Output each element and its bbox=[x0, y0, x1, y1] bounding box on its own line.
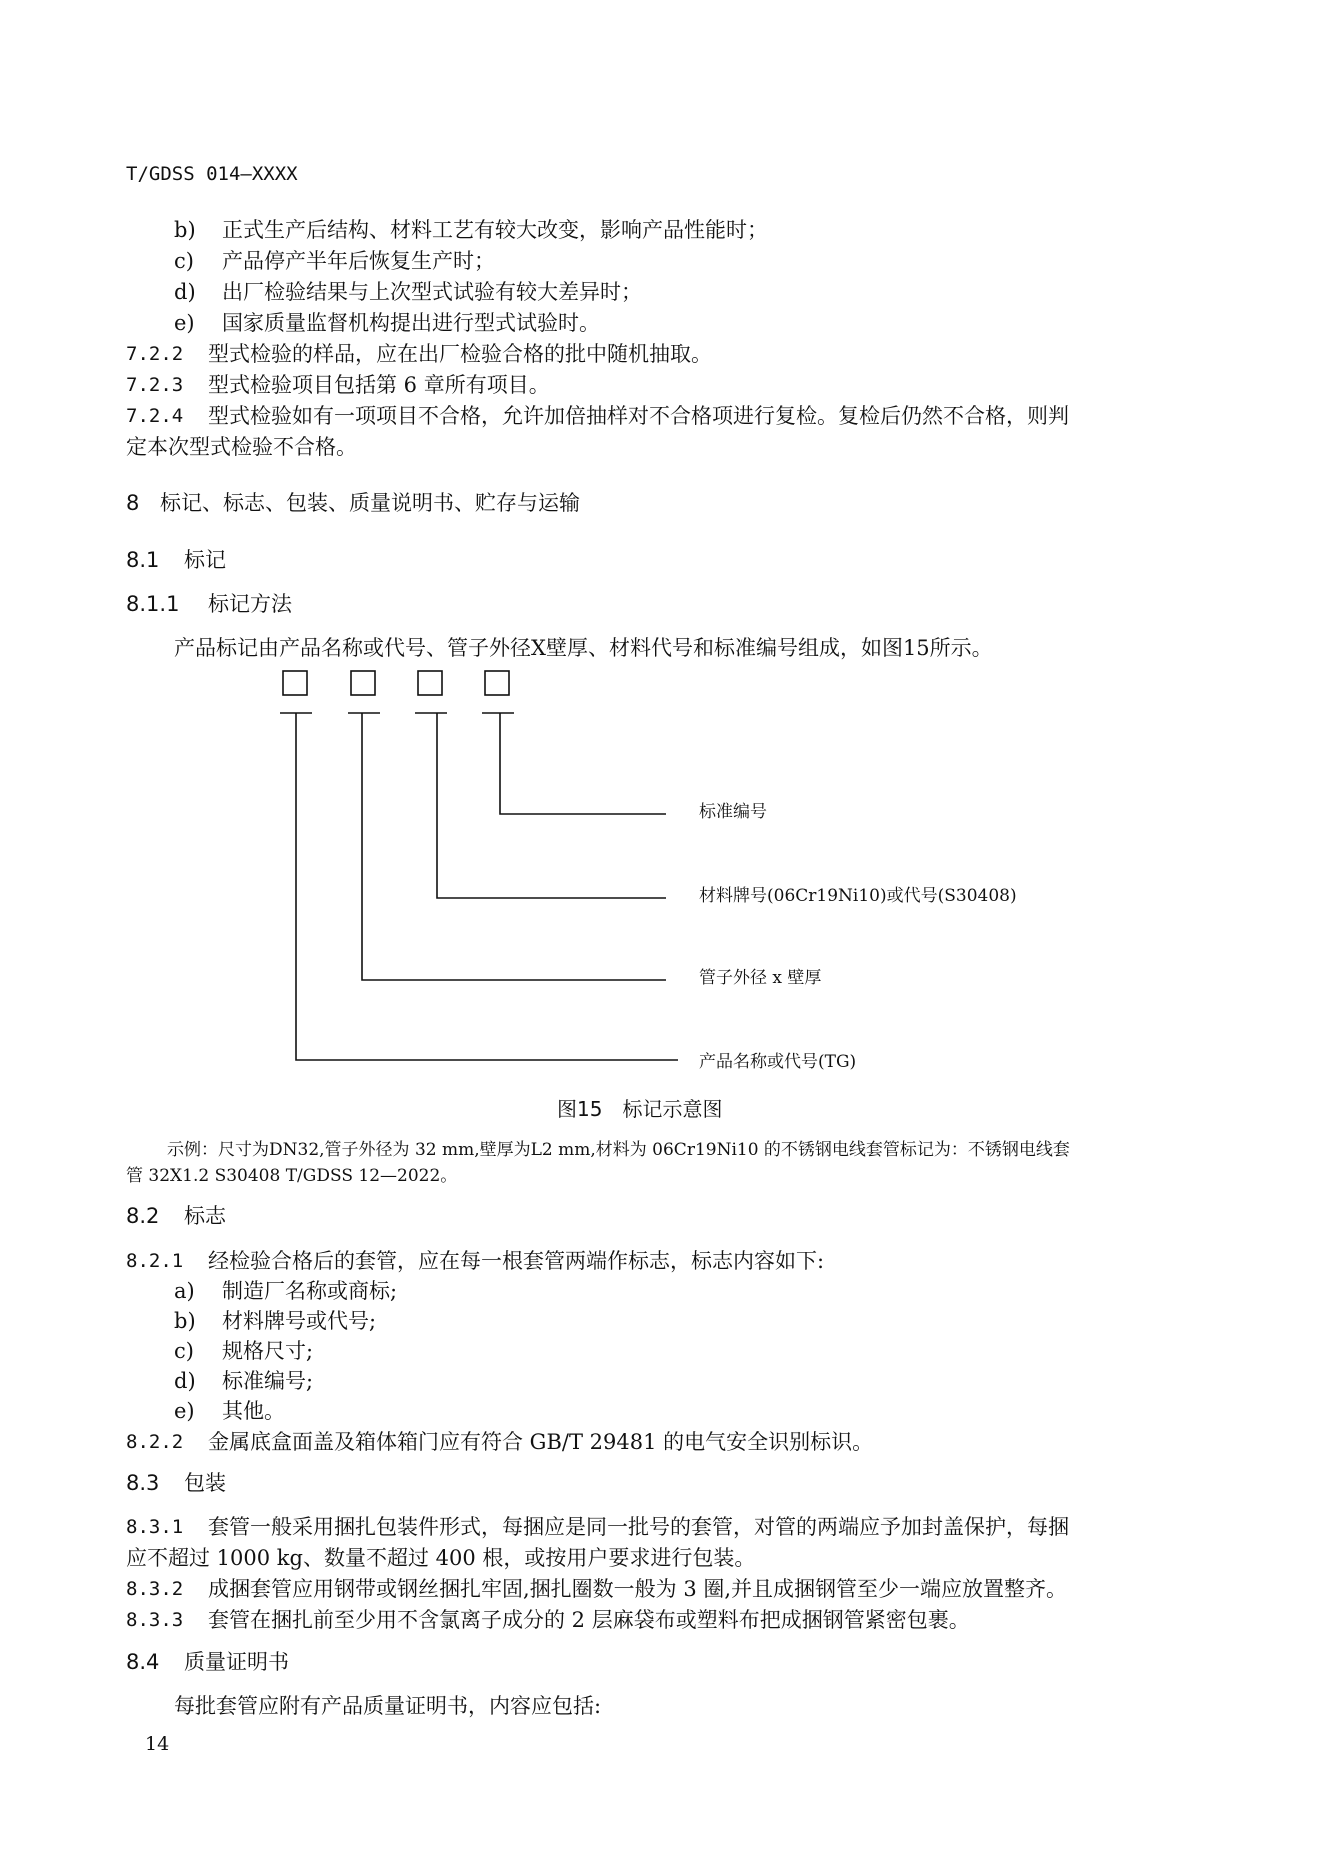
box-product-name bbox=[283, 671, 307, 695]
example-text: 示例：尺寸为DN32,管子外径为 32 mm,壁厚为L2 mm,材料为 06Cr19Ni10 的不锈钢电线套管标记为：不锈钢电线套 bbox=[167, 1140, 1070, 1160]
figure-title: 标记示意图 bbox=[622, 1097, 723, 1121]
clause-number: 7.2.4 bbox=[126, 405, 184, 427]
clause-number: 8.3.3 bbox=[126, 1609, 184, 1631]
list-item-text: 规格尺寸; bbox=[222, 1339, 314, 1363]
doc-code-header: T/GDSS 014—XXXX bbox=[126, 163, 298, 185]
list-item-text: 材料牌号或代号; bbox=[222, 1309, 377, 1333]
figure-caption bbox=[557, 1093, 722, 1122]
clause-number: 8.2.2 bbox=[126, 1431, 184, 1453]
paragraph: 产品标记由产品名称或代号、管子外径X壁厚、材料代号和标准编号组成，如图15所示。 bbox=[174, 636, 993, 660]
list-item-text: 产品停产半年后恢复生产时； bbox=[222, 249, 495, 273]
section-heading: 标记 bbox=[184, 548, 226, 572]
box-material bbox=[418, 671, 442, 695]
leader-name bbox=[296, 713, 678, 1060]
clause-text-continued: 应不超过 1000 kg、数量不超过 400 根，或按用户要求进行包装。 bbox=[126, 1546, 756, 1570]
clause-text: 套管一般采用捆扎包装件形式，每捆应是同一批号的套管，对管的两端应予加封盖保护，每捆 bbox=[208, 1515, 1069, 1539]
list-marker: e) bbox=[174, 1399, 195, 1423]
section-heading: 标记方法 bbox=[208, 592, 292, 616]
section-heading: 标志 bbox=[184, 1204, 226, 1228]
clause-text: 型式检验项目包括第 6 章所有项目。 bbox=[208, 373, 550, 397]
section-number: 8 bbox=[126, 491, 140, 515]
list-marker: d) bbox=[174, 280, 196, 304]
list-marker: c) bbox=[174, 1339, 194, 1363]
clause-number: 8.3.2 bbox=[126, 1578, 184, 1600]
leader-size bbox=[362, 713, 666, 980]
section-number: 8.3 bbox=[126, 1471, 160, 1495]
clause-text: 套管在捆扎前至少用不含氯离子成分的 2 层麻袋布或塑料布把成捆钢管紧密包裹。 bbox=[208, 1608, 970, 1632]
label-standard-number: 标准编号 bbox=[699, 802, 767, 822]
clause-number: 7.2.2 bbox=[126, 343, 184, 365]
section-number: 8.1 bbox=[126, 548, 160, 572]
section-heading: 包装 bbox=[184, 1471, 226, 1495]
list-item-text: 国家质量监督机构提出进行型式试验时。 bbox=[222, 311, 600, 335]
clause-number: 8.2.1 bbox=[126, 1250, 184, 1272]
clause-number: 7.2.3 bbox=[126, 374, 184, 396]
clause-text: 金属底盒面盖及箱体箱门应有符合 GB/T 29481 的电气安全识别标识。 bbox=[208, 1430, 874, 1454]
list-item-text: 制造厂名称或商标; bbox=[222, 1279, 398, 1303]
list-item-text: 标准编号; bbox=[222, 1369, 314, 1393]
leader-standard bbox=[500, 713, 666, 814]
list-marker: a) bbox=[174, 1279, 195, 1303]
leader-material bbox=[437, 713, 666, 898]
clause-text: 成捆套管应用钢带或钢丝捆扎牢固,捆扎圈数一般为 3 圈,并且成捆钢管至少一端应放置整齐。 bbox=[208, 1577, 1068, 1601]
box-size bbox=[351, 671, 375, 695]
list-item-text: 正式生产后结构、材料工艺有较大改变，影响产品性能时； bbox=[222, 218, 768, 242]
clause-text: 型式检验的样品，应在出厂检验合格的批中随机抽取。 bbox=[208, 342, 712, 366]
page-number: 14 bbox=[145, 1733, 170, 1755]
list-marker: e) bbox=[174, 311, 195, 335]
example-text-continued: 管 32X1.2 S30408 T/GDSS 12—2022。 bbox=[126, 1166, 458, 1186]
list-marker: d) bbox=[174, 1369, 196, 1393]
section-heading: 标记、标志、包装、质量说明书、贮存与运输 bbox=[160, 491, 580, 515]
clause-number: 8.3.1 bbox=[126, 1516, 184, 1538]
section-heading: 质量证明书 bbox=[184, 1650, 289, 1674]
list-marker: b) bbox=[174, 218, 196, 242]
label-size: 管子外径 x 壁厚 bbox=[699, 968, 822, 988]
list-item-text: 出厂检验结果与上次型式试验有较大差异时； bbox=[222, 280, 642, 304]
section-number: 8.1.1 bbox=[126, 592, 180, 616]
paragraph: 每批套管应附有产品质量证明书，内容应包括: bbox=[174, 1694, 602, 1718]
clause-text: 型式检验如有一项项目不合格，允许加倍抽样对不合格项进行复检。复检后仍然不合格，则判 bbox=[208, 404, 1069, 428]
box-standard bbox=[485, 671, 509, 695]
clause-text-continued: 定本次型式检验不合格。 bbox=[126, 435, 357, 459]
clause-text: 经检验合格后的套管，应在每一根套管两端作标志，标志内容如下: bbox=[208, 1249, 825, 1273]
list-marker: c) bbox=[174, 249, 194, 273]
list-item-text: 其他。 bbox=[222, 1399, 285, 1423]
list-marker: b) bbox=[174, 1309, 196, 1333]
section-number: 8.2 bbox=[126, 1204, 160, 1228]
section-number: 8.4 bbox=[126, 1650, 160, 1674]
label-material: 材料牌号(06Cr19Ni10)或代号(S30408) bbox=[699, 886, 1017, 906]
label-product-name: 产品名称或代号(TG) bbox=[699, 1052, 857, 1072]
figure-number: 图15 bbox=[557, 1097, 603, 1121]
